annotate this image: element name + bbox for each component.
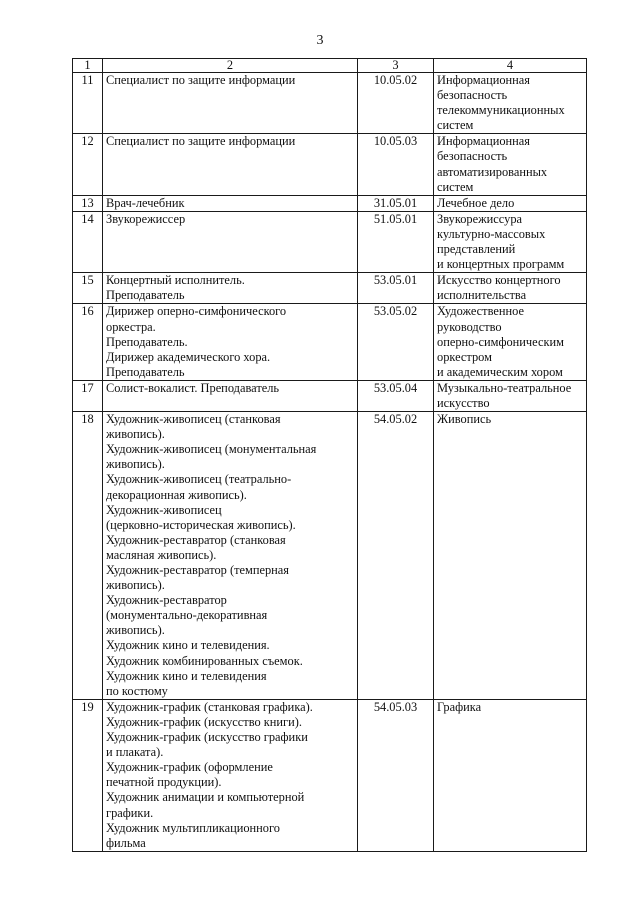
qualification-line: Художник-реставратор (темперная [106, 563, 290, 577]
specialty-name-cell [434, 412, 587, 700]
qualification-line: по костюму [106, 683, 168, 698]
specialty-code: 31.05.01 [358, 195, 434, 211]
qualification-line: Солист-вокалист. Преподаватель [106, 380, 280, 395]
specialty-name-line: культурно-массовых [437, 226, 546, 241]
specialty-name-line: систем [437, 179, 474, 194]
table-header-row [73, 59, 587, 73]
qualification-cell [103, 273, 358, 304]
row-number: 18 [73, 412, 103, 700]
specialty-name-line: безопасность [437, 88, 508, 103]
qualification-line: Художник-живописец (станковая [106, 412, 281, 427]
qualification-line: Художник-график (станковая графика). [106, 699, 313, 714]
qualification-line: декорационная живопись). [106, 487, 247, 502]
table-row [73, 273, 587, 304]
specialty-name-line: Художественное [437, 304, 524, 319]
specialty-name-line: телекоммуникационных [437, 103, 565, 118]
specialties-table [72, 58, 587, 852]
table-row [73, 195, 587, 211]
page-number: 3 [316, 33, 324, 48]
row-number: 15 [73, 273, 103, 304]
specialty-code: 54.05.02 [358, 412, 434, 700]
specialty-name-line: Информационная [437, 134, 530, 149]
qualification-cell [103, 304, 358, 380]
qualification-line: Художник анимации и компьютерной [106, 790, 305, 805]
specialty-name-line: систем [437, 118, 474, 133]
qualification-cell [103, 699, 358, 851]
qualification-line: Концертный исполнитель. [106, 273, 245, 288]
table-row [73, 412, 587, 700]
specialty-name-line: оркестром [437, 349, 492, 364]
specialty-name-cell [434, 304, 587, 380]
qualification-line: масляная живопись). [106, 547, 217, 562]
specialty-name-line: Звукорежиссура [437, 211, 523, 226]
row-number: 19 [73, 699, 103, 851]
row-number: 16 [73, 304, 103, 380]
header-col-1: 1 [73, 59, 103, 73]
qualification-line: Художник мультипликационного [106, 820, 280, 835]
specialty-name-line: исполнительства [437, 288, 527, 303]
qualification-cell [103, 412, 358, 700]
qualification-cell [103, 134, 358, 195]
qualification-line: Художник кино и телевидения [106, 668, 267, 683]
table-row [73, 304, 587, 380]
qualification-line: графики. [106, 805, 154, 820]
qualification-line: оркестра. [106, 319, 156, 334]
qualification-cell [103, 380, 358, 411]
qualification-line: фильма [106, 835, 146, 850]
qualification-cell [103, 211, 358, 272]
specialty-name-line: представлений [437, 242, 516, 257]
specialty-name-line: Музыкально-театральное [437, 380, 572, 395]
specialty-name-line: автоматизированных [437, 164, 548, 179]
specialty-code: 53.05.01 [358, 273, 434, 304]
qualification-line: и плаката). [106, 745, 164, 760]
qualification-line: Преподаватель [106, 364, 185, 379]
row-number: 17 [73, 380, 103, 411]
specialty-name-cell [434, 195, 587, 211]
qualification-line: живопись). [106, 578, 165, 593]
qualification-line: живопись). [106, 623, 165, 638]
qualification-line: Художник-график (оформление [106, 760, 273, 775]
row-number: 14 [73, 211, 103, 272]
qualification-line: Художник-реставратор (станковая [106, 532, 286, 547]
qualification-line: Художник-график (искусство книги). [106, 714, 302, 729]
row-number: 11 [73, 73, 103, 134]
specialty-code: 51.05.01 [358, 211, 434, 272]
specialty-name-cell [434, 273, 587, 304]
qualification-line: Художник кино и телевидения. [106, 638, 270, 653]
qualification-line: Художник комбинированных съемок. [106, 653, 303, 668]
qualification-line: Дирижер оперно-симфонического [106, 304, 287, 319]
specialty-name-line: Информационная [437, 73, 530, 87]
specialty-name-line: и концертных программ [437, 257, 565, 272]
specialty-name-line: Графика [437, 699, 482, 714]
specialty-code: 53.05.02 [358, 304, 434, 380]
specialty-name-cell [434, 211, 587, 272]
qualification-line: Специалист по защите информации [106, 134, 296, 149]
qualification-line: Специалист по защите информации [106, 73, 296, 87]
specialty-code: 54.05.03 [358, 699, 434, 851]
row-number: 13 [73, 195, 103, 211]
qualification-line: Художник-реставратор [106, 593, 227, 608]
qualification-line: Преподаватель. [106, 334, 188, 349]
specialty-code: 53.05.04 [358, 380, 434, 411]
specialty-name-line: Лечебное дело [437, 195, 515, 210]
table-row [73, 380, 587, 411]
qualification-line: Художник-живописец [106, 502, 222, 517]
specialty-name-line: руководство [437, 319, 502, 334]
header-col-4: 4 [434, 59, 587, 73]
specialty-name-line: Искусство концертного [437, 273, 561, 288]
specialty-name-cell [434, 73, 587, 134]
qualification-line: Художник-живописец (театрально- [106, 472, 292, 487]
specialty-name-line: и академическим хором [437, 364, 563, 379]
qualification-line: живопись). [106, 457, 165, 472]
header-col-3: 3 [358, 59, 434, 73]
qualification-line: (монументально-декоративная [106, 608, 268, 623]
qualification-line: Преподаватель [106, 288, 185, 303]
specialty-name-line: безопасность [437, 149, 508, 164]
qualification-line: Художник-график (искусство графики [106, 730, 308, 745]
table-row [73, 699, 587, 851]
qualification-line: печатной продукции). [106, 775, 222, 790]
header-col-2: 2 [103, 59, 358, 73]
qualification-line: Художник-живописец (монументальная [106, 442, 317, 457]
qualification-cell [103, 195, 358, 211]
table-row [73, 211, 587, 272]
specialty-name-cell [434, 699, 587, 851]
specialty-code: 10.05.02 [358, 73, 434, 134]
qualification-line: Звукорежиссер [106, 211, 186, 226]
specialty-name-cell [434, 380, 587, 411]
specialty-name-cell [434, 134, 587, 195]
specialty-code: 10.05.03 [358, 134, 434, 195]
specialty-name-line: Живопись [437, 412, 492, 427]
qualification-line: Врач-лечебник [106, 195, 185, 210]
table-row [73, 73, 587, 134]
qualification-line: (церковно-историческая живопись). [106, 517, 296, 532]
specialty-name-line: оперно-симфоническим [437, 334, 564, 349]
qualification-line: Дирижер академического хора. [106, 349, 271, 364]
specialty-name-line: искусство [437, 395, 490, 410]
qualification-line: живопись). [106, 427, 165, 442]
table-row [73, 134, 587, 195]
row-number: 12 [73, 134, 103, 195]
qualification-cell [103, 73, 358, 134]
